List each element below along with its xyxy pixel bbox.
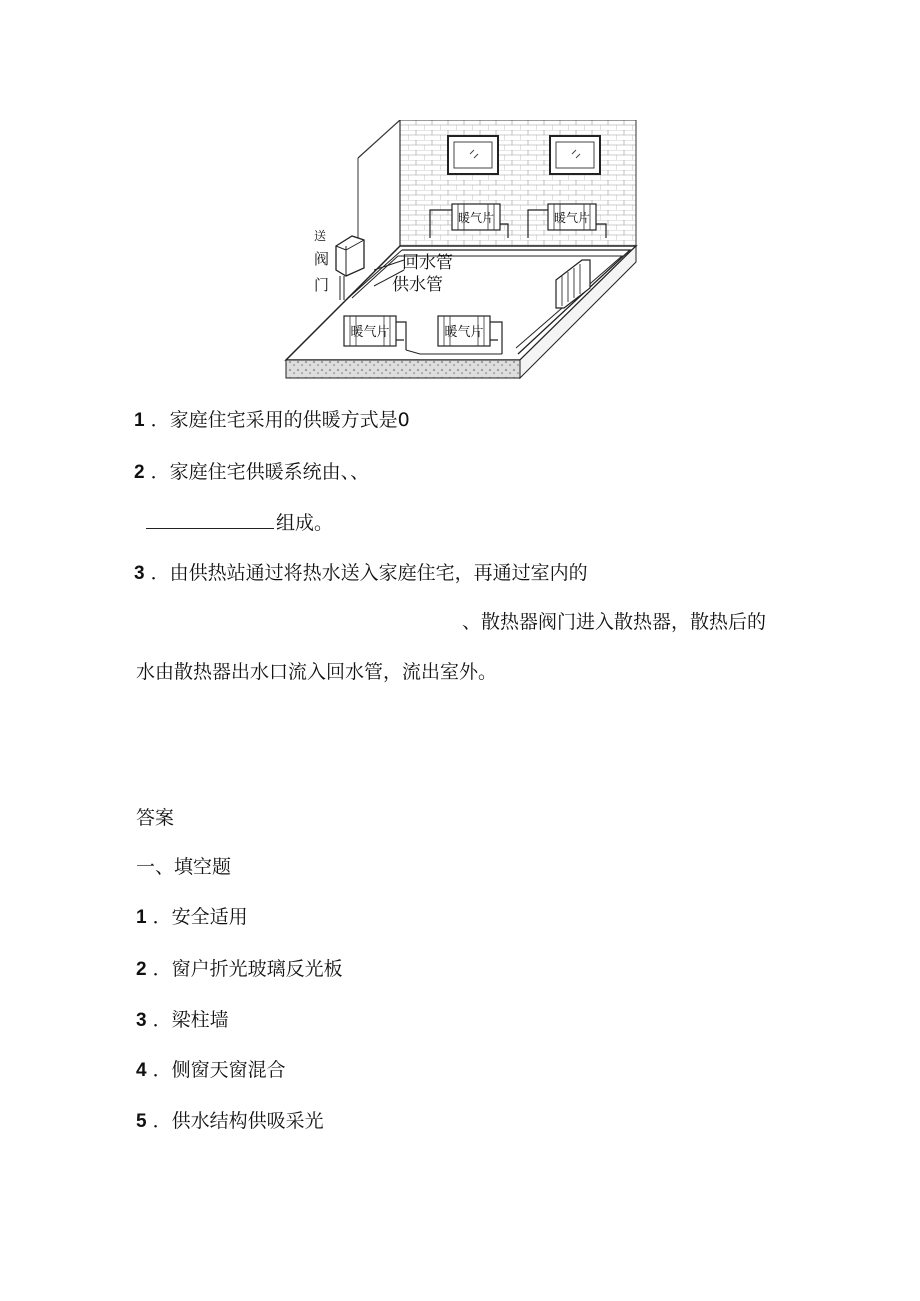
radiator-label: 暖气片: [350, 325, 390, 340]
answer-item-1: [136, 905, 248, 930]
question-number: 3: [134, 563, 145, 584]
return-pipe-label: 回水管: [402, 253, 453, 273]
heating-system-illustration: [280, 120, 640, 382]
question-text: 、散热器阀门进入散热器，散热后的: [462, 611, 767, 633]
answer-number: 5: [136, 1111, 147, 1132]
answer-number: 4: [136, 1060, 147, 1081]
answer-text: ．窗户折光玻璃反光板: [152, 958, 343, 980]
question-2: [134, 460, 369, 485]
answer-item-3: [136, 1008, 229, 1033]
question-1: [134, 408, 410, 433]
foundation: [286, 360, 520, 378]
answer-item-4: [136, 1058, 286, 1083]
answer-text: ．供水结构供吸采光: [152, 1110, 324, 1132]
answer-number: 1: [136, 907, 147, 928]
answer-number: 2: [136, 959, 147, 980]
answer-item-5: [136, 1109, 324, 1134]
radiator-label: 暖气片: [457, 211, 495, 225]
window-left: [448, 136, 498, 174]
answer-blank[interactable]: [146, 510, 274, 529]
question-text: ．家庭住宅供暖系统由、、: [150, 461, 370, 483]
question-text: 组成。: [276, 512, 334, 534]
valve-label-top: 送: [314, 229, 327, 243]
question-number: 1: [134, 410, 145, 431]
left-wall-edge: [358, 120, 400, 246]
radiator-label: 暖气片: [444, 325, 484, 340]
question-2-continued: [146, 510, 333, 535]
question-text: ．由供热站通过将热水送入家庭住宅，再通过室内的: [150, 562, 588, 584]
question-text: ．家庭住宅采用的供暖方式是0: [150, 409, 410, 431]
answer-number: 3: [136, 1010, 147, 1031]
question-text: 水由散热器出水口流入回水管，流出室外。: [136, 661, 498, 683]
answers-section-title: 一、填空题: [136, 856, 232, 878]
answer-text: ．梁柱墙: [152, 1009, 229, 1031]
answer-text: ．侧窗天窗混合: [152, 1059, 286, 1081]
question-3: [134, 561, 588, 586]
valve-label-bot: 门: [314, 276, 330, 294]
radiator-label: 暖气片: [553, 211, 591, 225]
question-number: 2: [134, 462, 145, 483]
answers-heading: 答案: [136, 807, 175, 829]
answer-text: ．安全适用: [152, 906, 248, 928]
valve-label-mid: 阀: [314, 250, 330, 268]
question-3-continued-2: [136, 660, 497, 684]
supply-pipe-label: 供水管: [392, 275, 443, 295]
question-3-continued: [462, 610, 766, 634]
answer-item-2: [136, 957, 343, 982]
window-right: [550, 136, 600, 174]
